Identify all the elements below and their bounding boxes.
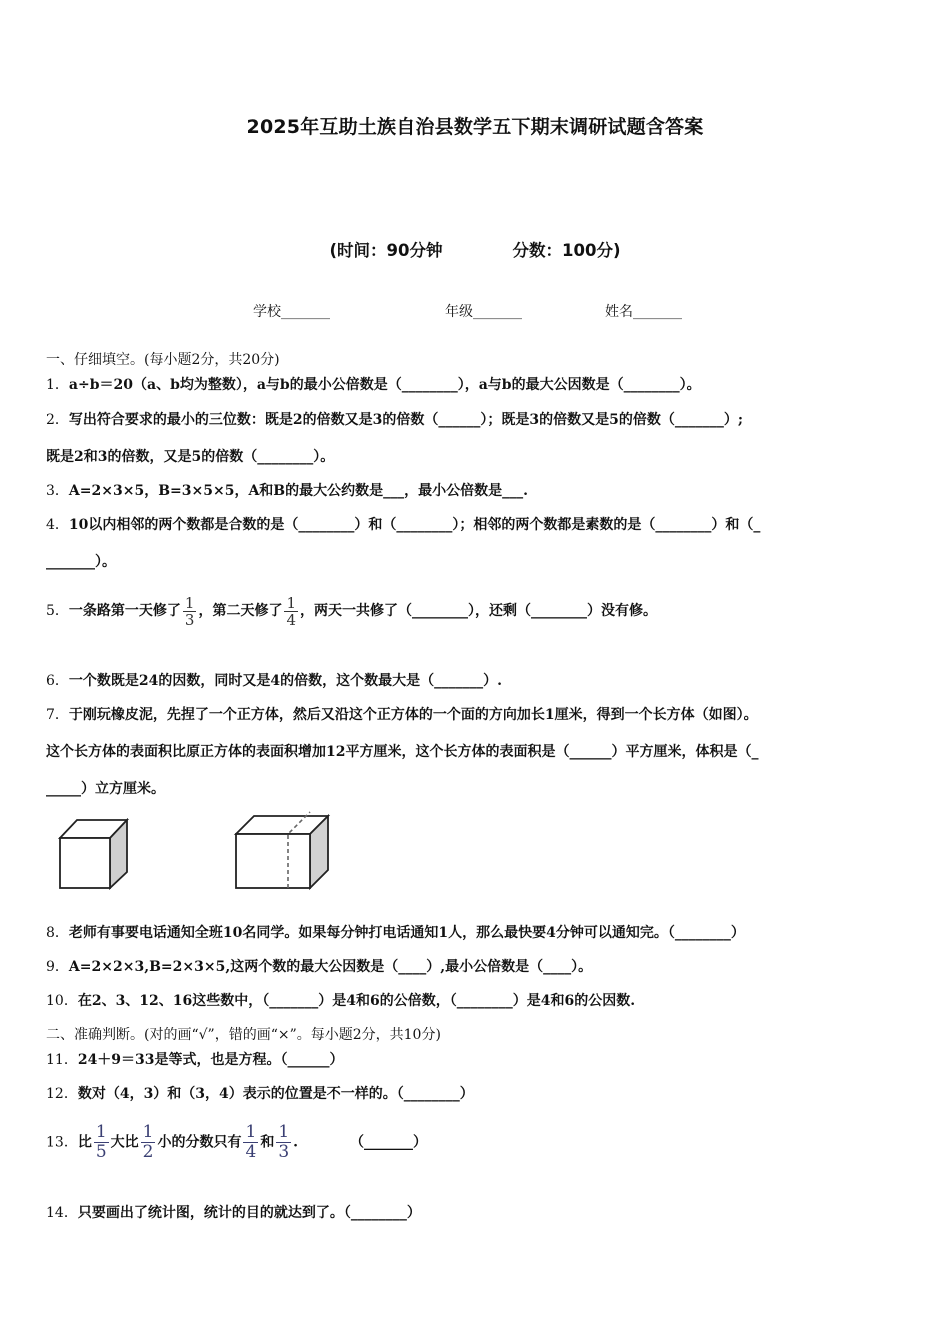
question-text: ，第二天修了 — [198, 603, 283, 619]
school-field: 学校_______ — [253, 304, 330, 320]
question-text: 24＋9＝33是等式，也是方程。（______） — [77, 1052, 344, 1068]
cuboid-figure — [232, 810, 332, 894]
question-11 — [46, 1050, 344, 1070]
question-1 — [46, 375, 701, 395]
question-14 — [46, 1203, 421, 1223]
question-6 — [46, 671, 502, 691]
question-7-continued — [46, 742, 758, 762]
question-text: 小的分数只有 — [157, 1134, 242, 1151]
question-text: 只要画出了统计图，统计的目的就达到了。（________） — [77, 1205, 421, 1221]
question-number: 10． — [46, 993, 78, 1009]
question-2 — [46, 410, 743, 430]
question-text: ，两天一共修了（________），还剩（________）没有修。 — [300, 603, 658, 619]
question-10 — [46, 991, 635, 1011]
question-number: 9． — [46, 959, 69, 975]
question-9 — [46, 957, 592, 977]
fraction-one-half: $\frac{1}{2}$ — [142, 1122, 154, 1162]
question-4 — [46, 515, 760, 535]
question-5 — [46, 594, 657, 628]
question-3 — [46, 481, 528, 501]
fraction-one-third: $\frac{1}{3}$ — [278, 1122, 290, 1162]
exam-score: 分数：100分) — [512, 241, 621, 260]
question-text: A=2×2×3,B=2×3×5,这两个数的最大公因数是（____）,最小公倍数是（____）。 — [68, 959, 593, 975]
question-number: 12． — [46, 1086, 78, 1102]
fraction-one-quarter: $\frac{1}{4}$ — [286, 593, 297, 629]
question-4-continued — [46, 552, 116, 572]
question-text: a÷b＝20（a、b均为整数），a与b的最小公倍数是（________），a与b的最大公因数是（________）。 — [68, 377, 701, 393]
question-number: 1． — [46, 377, 69, 393]
question-text: 既是2和3的倍数，又是5的倍数（________）。 — [46, 449, 335, 465]
question-text: 写出符合要求的最小的三位数：既是2的倍数又是3的倍数（______）；既是3的倍数又是5的倍数（_______）; — [68, 412, 744, 428]
document-title: 2025年互助土族自治县数学五下期末调研试题含答案 — [246, 116, 704, 138]
question-number: 7． — [46, 707, 69, 723]
question-number: 5． — [46, 603, 69, 619]
name-field: 姓名_______ — [605, 304, 682, 320]
question-text: 10以内相邻的两个数都是合数的是（________）和（________）；相邻的两个数都是素数的是（________）和（_ — [68, 517, 761, 533]
question-text: 比 — [77, 1134, 92, 1151]
question-12 — [46, 1084, 474, 1104]
question-text: . — [293, 1134, 299, 1151]
exam-time: (时间：90分钟 — [329, 241, 443, 260]
question-text: 大比 — [110, 1134, 139, 1151]
question-number: 11． — [46, 1052, 78, 1068]
question-number: 2． — [46, 412, 69, 428]
question-number: 13． — [46, 1134, 78, 1151]
question-13 — [46, 1123, 427, 1162]
question-text: 数对（4，3）和（3，4）表示的位置是不一样的。（________） — [77, 1086, 474, 1102]
question-number: 14． — [46, 1205, 78, 1221]
question-text: _____）立方厘米。 — [46, 781, 165, 797]
question-8 — [46, 923, 745, 943]
question-text: A=2×3×5，B=3×5×5，A和B的最大公约数是___，最小公倍数是___. — [68, 483, 529, 499]
question-text: 这个长方体的表面积比原正方体的表面积增加12平方厘米，这个长方体的表面积是（______）平方厘米，体积是（_ — [46, 744, 759, 760]
question-7-continued-2 — [46, 779, 165, 799]
fraction-one-quarter: $\frac{1}{4}$ — [245, 1122, 257, 1162]
question-text: 一个数既是24的因数，同时又是4的倍数，这个数最大是（_______）. — [68, 673, 503, 689]
question-text: 在2、3、12、16这些数中，（_______）是4和6的公倍数，（________）是4和6的公因数. — [77, 993, 636, 1009]
cube-figure — [55, 818, 135, 896]
exam-meta — [0, 237, 950, 261]
section-2-heading: 二、准确判断。(对的画“√”，错的画“×”。每小题2分，共10分) — [46, 1027, 441, 1043]
question-text: 一条路第一天修了 — [68, 603, 181, 619]
question-2-continued — [46, 447, 334, 467]
question-text: 老师有事要电话通知全班10名同学。如果每分钟打电话通知1人，那么最快要4分钟可以通知完。（________） — [68, 925, 745, 941]
question-7 — [46, 705, 758, 725]
question-number: 3． — [46, 483, 69, 499]
question-text: 和 — [260, 1134, 275, 1151]
section-1-heading: 一、仔细填空。(每小题2分，共20分) — [46, 352, 280, 368]
answer-blank: （_______） — [350, 1134, 428, 1151]
grade-field: 年级_______ — [445, 304, 522, 320]
question-number: 6． — [46, 673, 69, 689]
question-number: 4． — [46, 517, 69, 533]
question-text: 于刚玩橡皮泥，先捏了一个正方体，然后又沿这个正方体的一个面的方向加长1厘米，得到一个长方体（如图）。 — [68, 707, 758, 723]
fraction-one-third: $\frac{1}{3}$ — [184, 593, 195, 629]
question-text: _______）。 — [46, 554, 116, 570]
question-number: 8． — [46, 925, 69, 941]
fraction-one-fifth: $\frac{1}{5}$ — [95, 1122, 107, 1162]
